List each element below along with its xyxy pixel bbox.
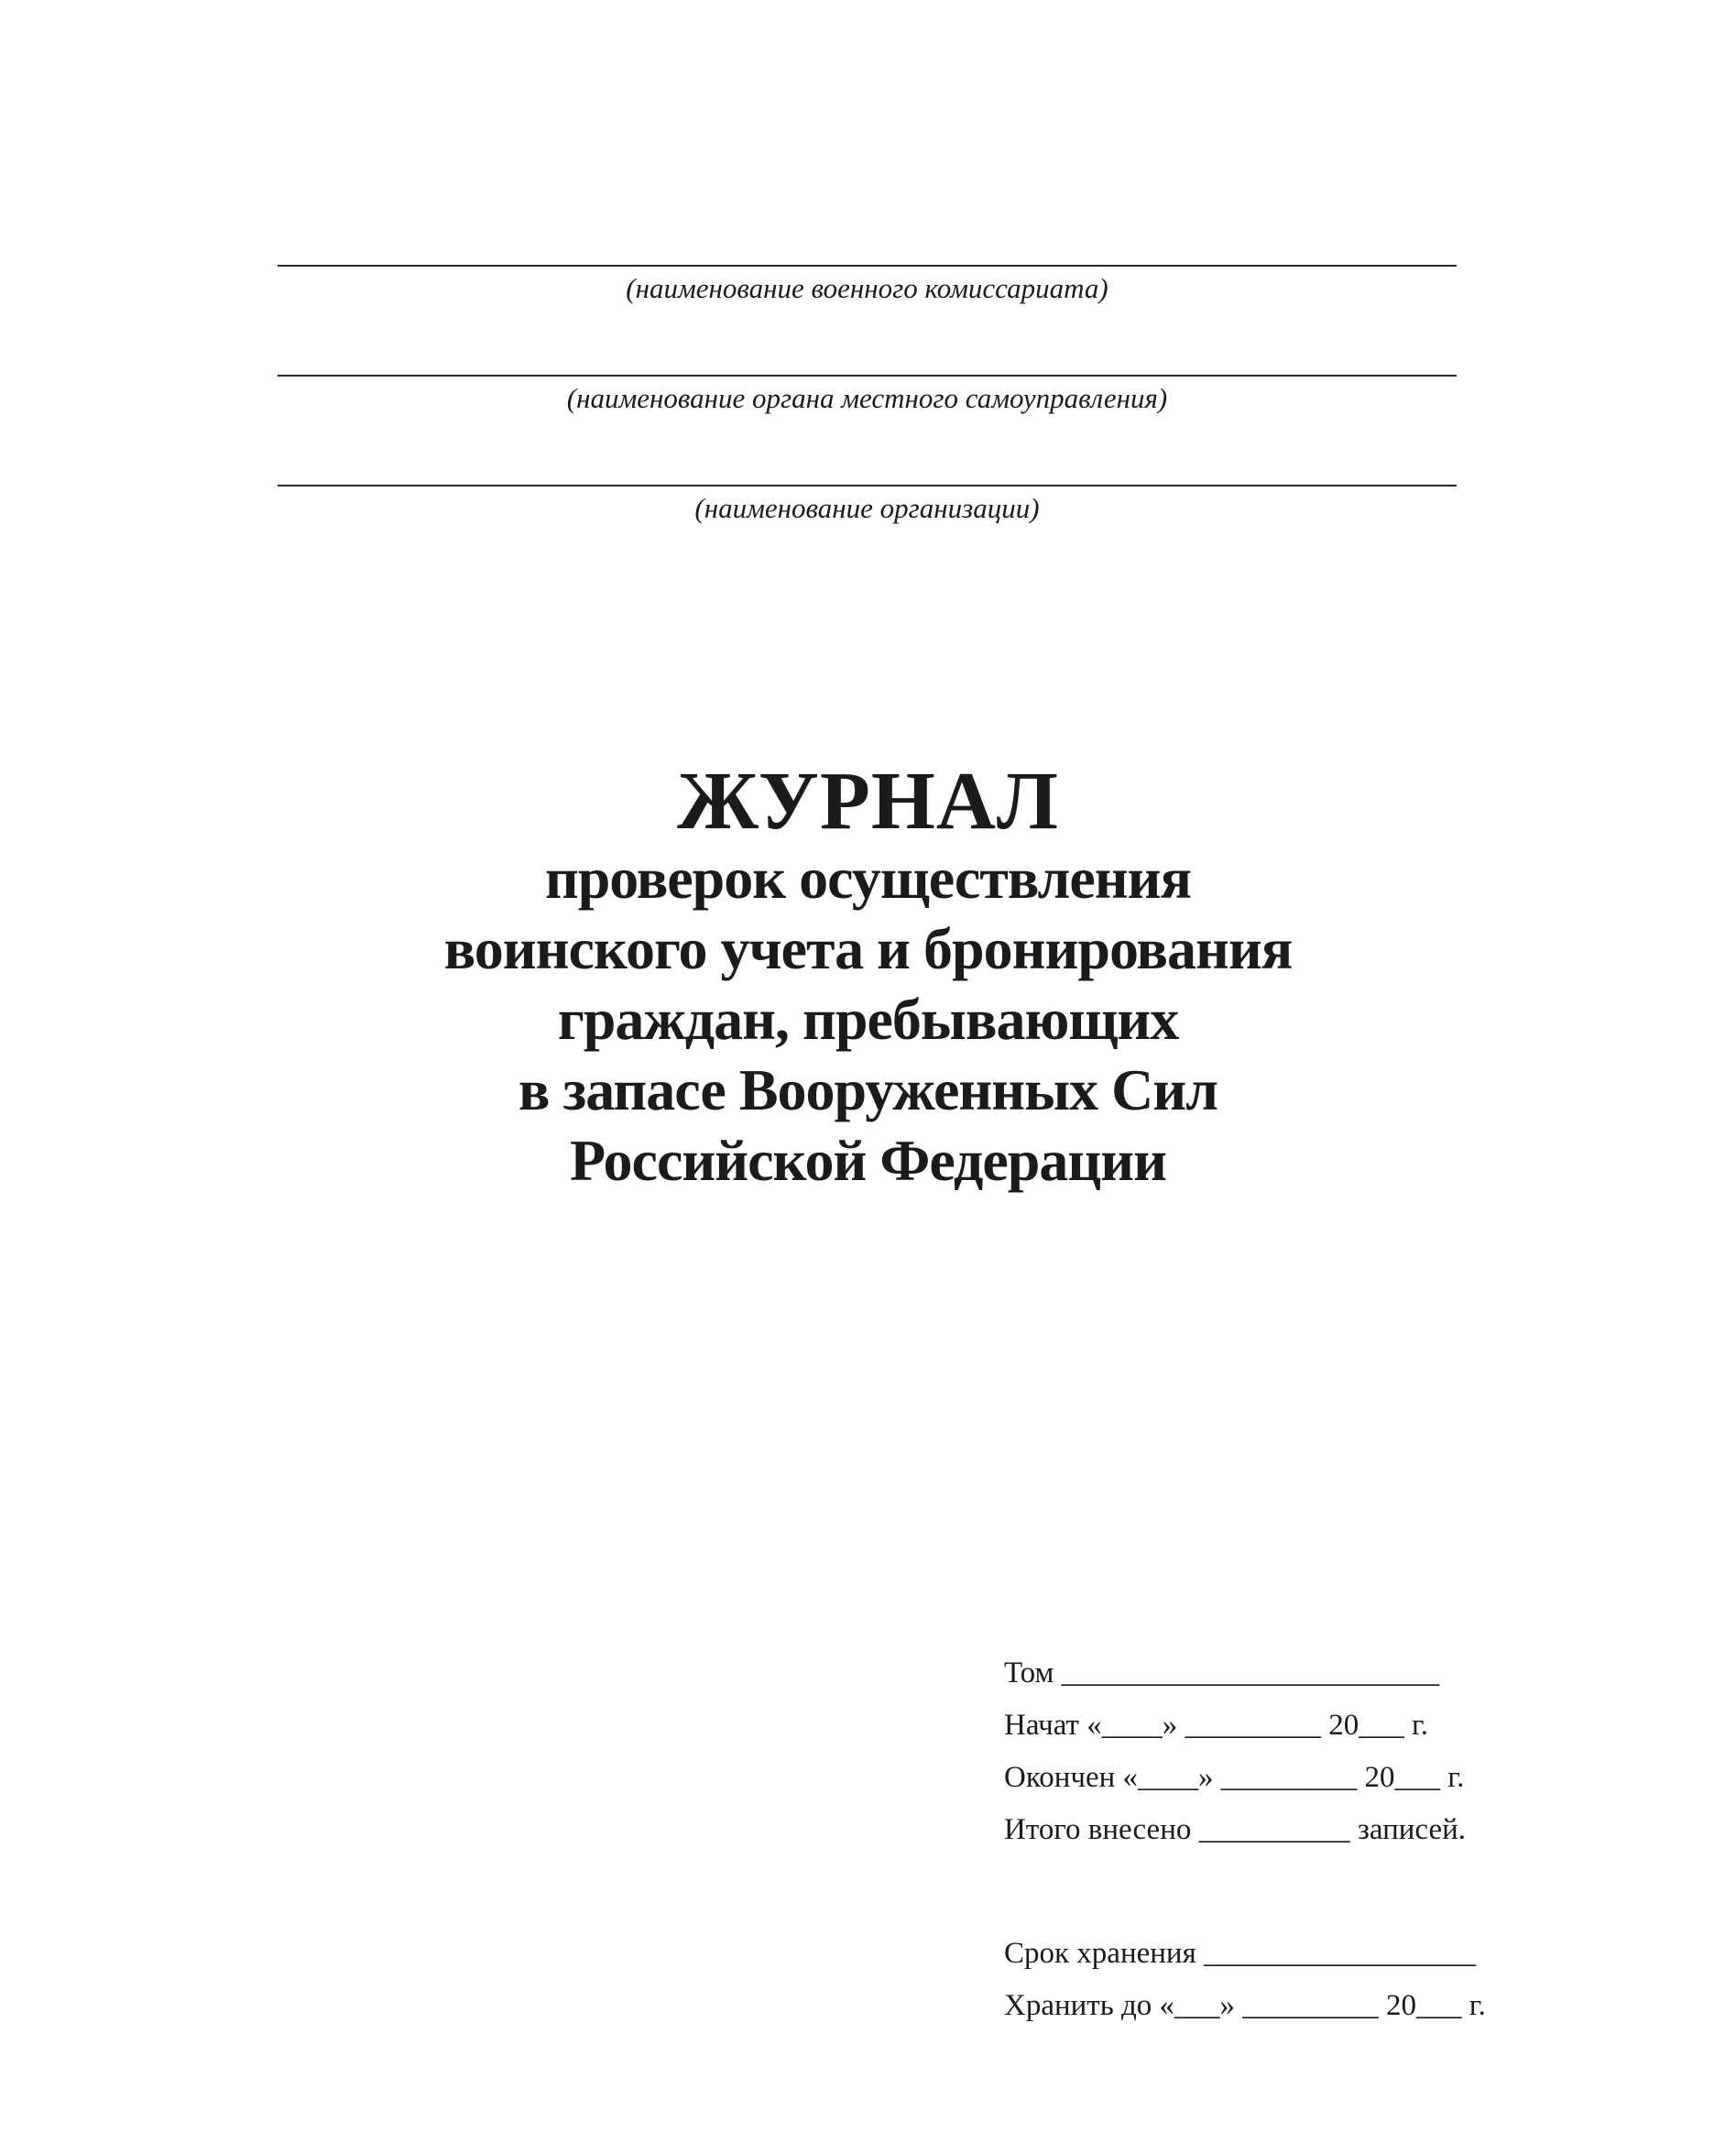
field-organization [278, 485, 1457, 595]
started-line: Начат «____» _________ 20___ г. [1004, 1709, 1429, 1742]
field-military-commissariat [278, 265, 1457, 375]
total-entries-line: Итого внесено __________ записей. [1004, 1813, 1467, 1846]
volume-line: Том _________________________ [1004, 1656, 1440, 1689]
journal-subtitle-line: граждан, пребывающих [557, 987, 1179, 1052]
journal-subtitle-line: воинского учета и бронирования [443, 916, 1293, 981]
journal-title: ЖУРНАЛ [677, 756, 1059, 847]
finished-line: Окончен «____» _________ 20___ г. [1004, 1761, 1465, 1794]
field-caption-military-commissariat: (наименование военного комиссариата) [626, 272, 1108, 304]
journal-subtitle-line: в запасе Вооруженных Сил [518, 1057, 1218, 1122]
journal-info-block [1004, 1647, 1486, 2032]
journal-subtitle-line: проверок осуществления [544, 846, 1192, 911]
journal-subtitle-line: Российской Федерации [570, 1128, 1166, 1193]
blank-fill-line [278, 265, 1457, 267]
title-block [0, 756, 1736, 1196]
field-caption-local-government: (наименование органа местного самоуправления) [566, 382, 1168, 414]
field-local-government [278, 375, 1457, 485]
blank-fill-line [278, 375, 1457, 377]
keep-until-line: Хранить до «___» _________ 20___ г. [1004, 1989, 1486, 2022]
journal-subtitle [0, 843, 1736, 1196]
blank-fill-line [278, 485, 1457, 487]
storage-period-line: Срок хранения __________________ [1004, 1937, 1476, 1970]
header-fill-in-fields [278, 265, 1457, 595]
field-caption-organization: (наименование организации) [694, 492, 1040, 524]
